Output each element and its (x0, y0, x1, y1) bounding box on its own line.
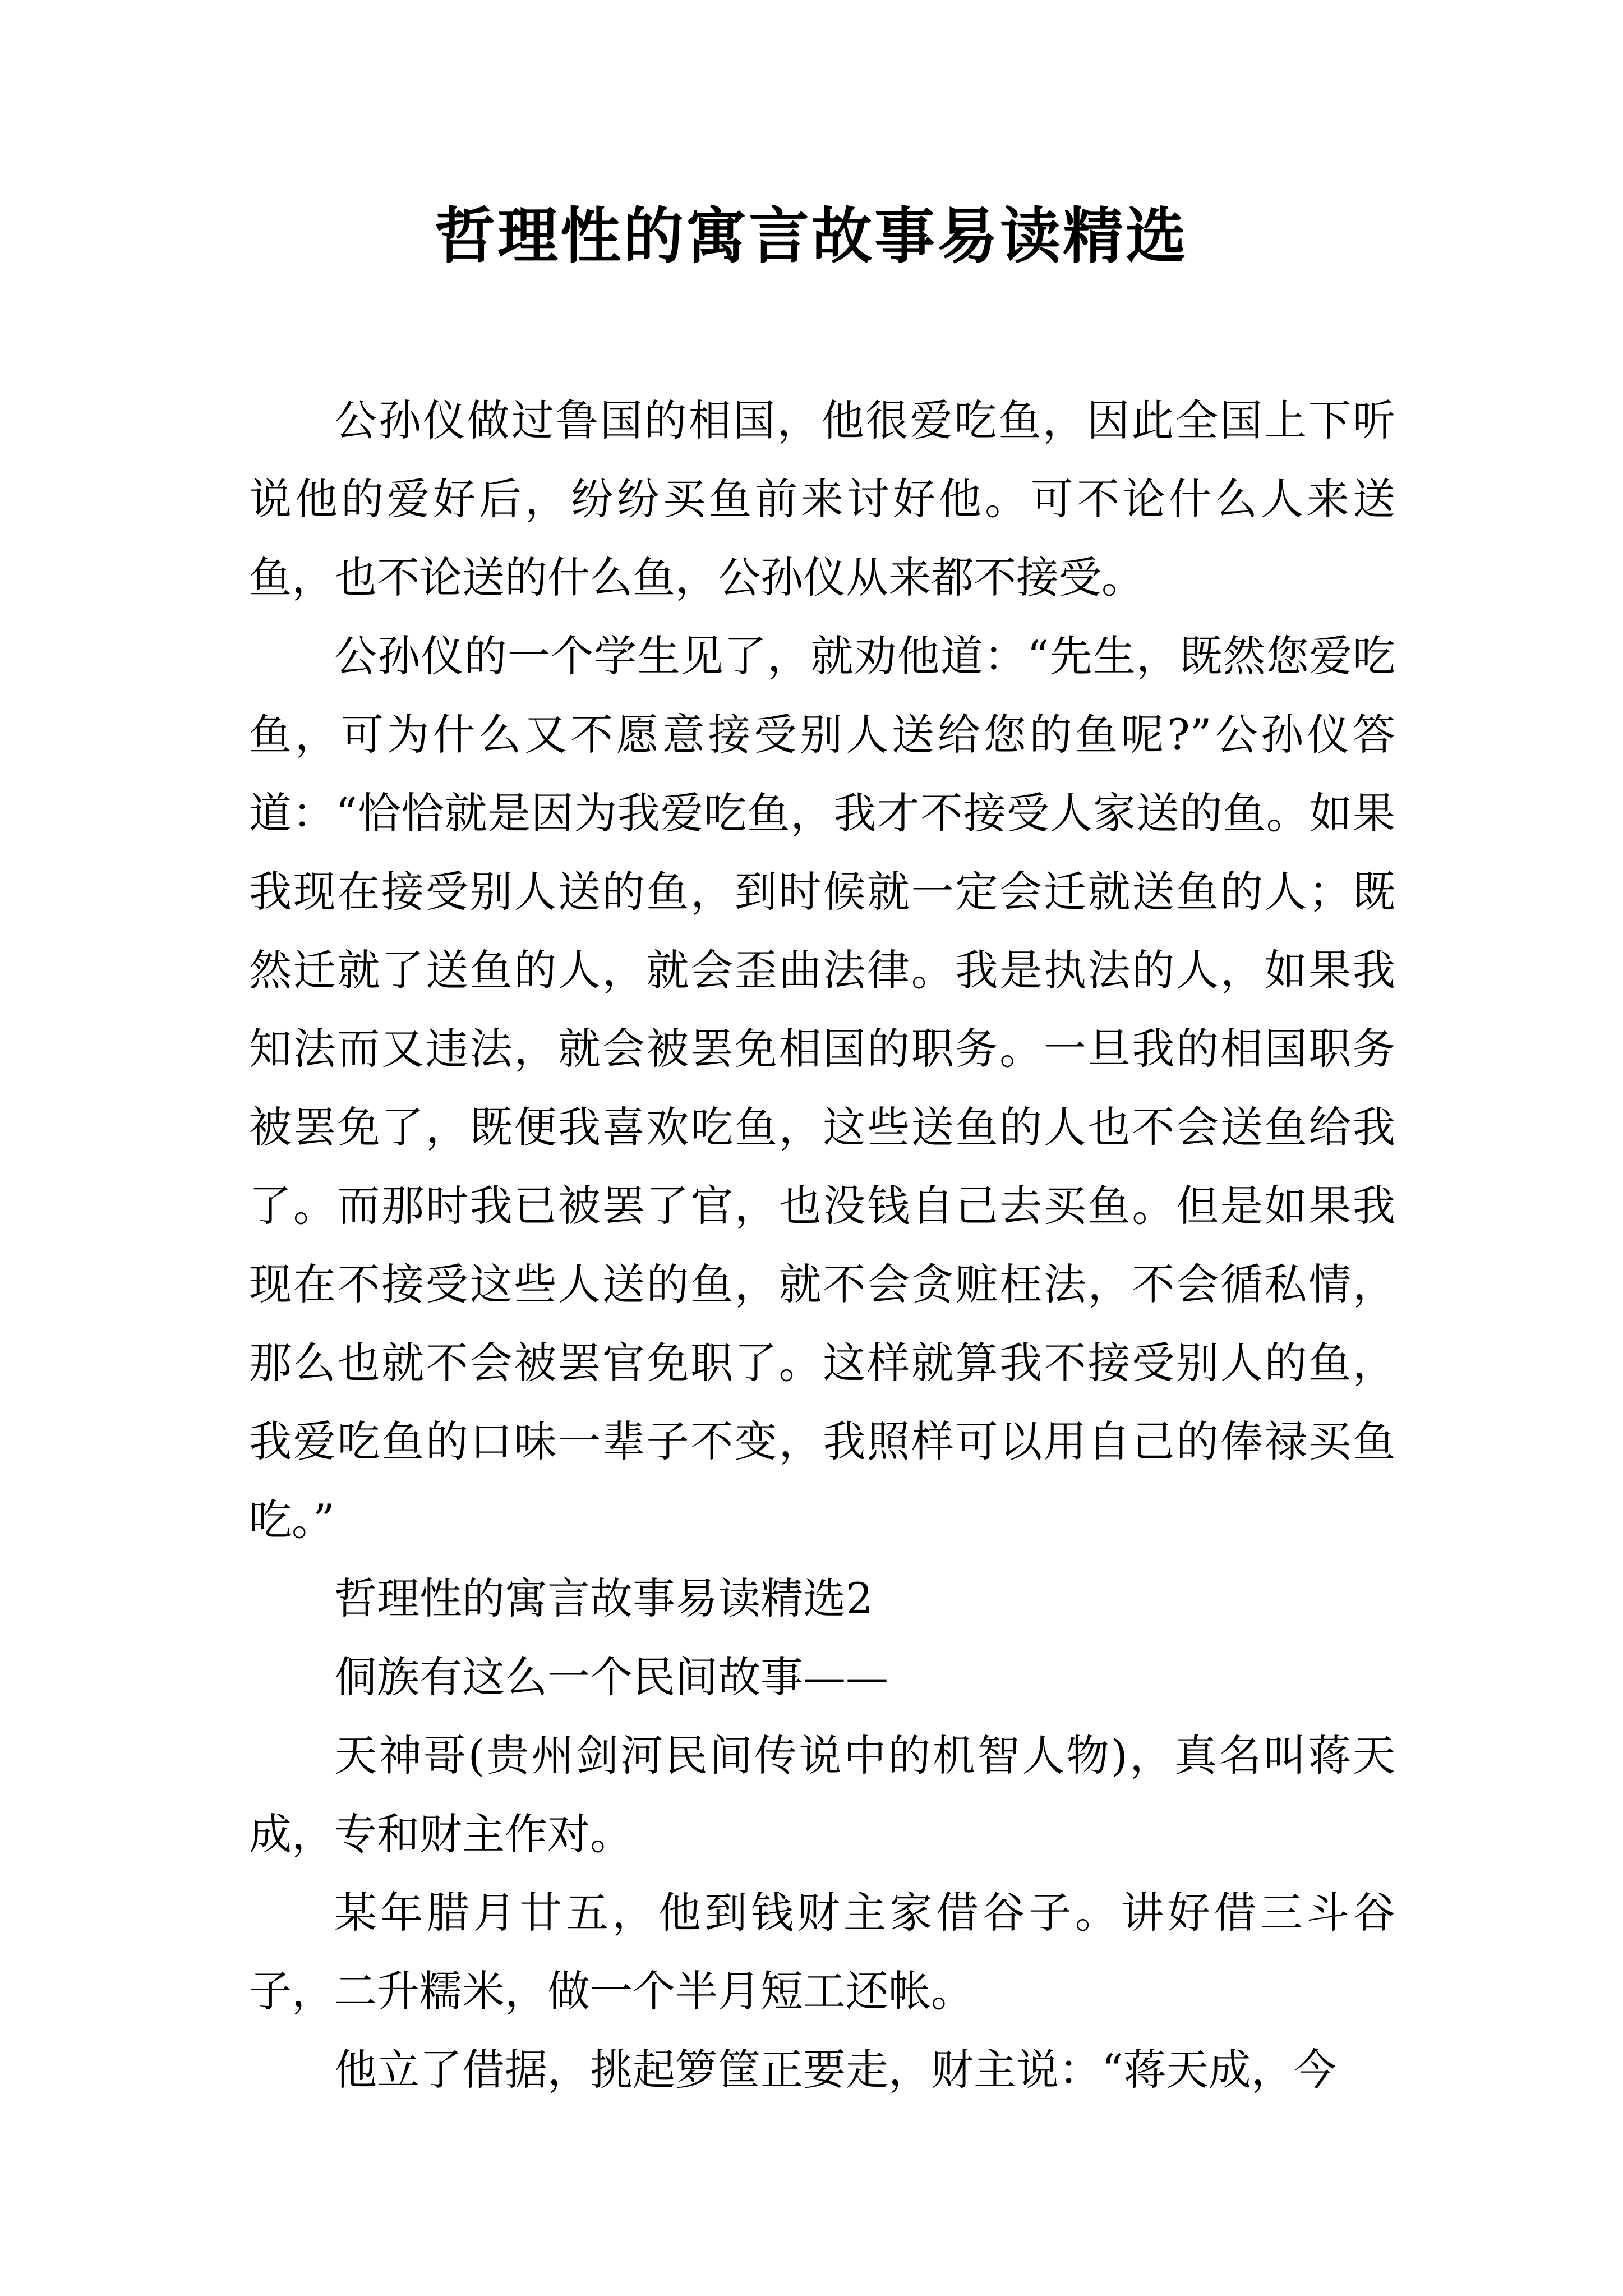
paragraph: 天神哥(贵州剑河民间传说中的机智人物)，真名叫蒋天成，专和财主作对。 (249, 1731, 1395, 1859)
document-body (249, 381, 1395, 2109)
section-heading: 哲理性的寓言故事易读精选2 (334, 1573, 873, 1623)
paragraph: 侗族有这么一个民间故事—— (334, 1652, 888, 1702)
paragraph: 公孙仪的一个学生见了，就劝他道：“先生，既然您爱吃鱼，可为什么又不愿意接受别人送给您的鱼呢?”公孙仪答道：“恰恰就是因为我爱吃鱼，我才不接受人家送的鱼。如果我现在接受别人送的鱼，到时候就一定会迁就送鱼的人；既然迁就了送鱼的人，就会歪曲法律。我是执法的人，如果我知法而又违法，就会被罢免相国的职务。一旦我的相国职务被罢免了，既便我喜欢吃鱼，这些送鱼的人也不会送鱼给我了。而那时我已被罢了官，也没钱自己去买鱼。但是如果我现在不接受这些人送的鱼，就不会贪赃枉法，不会循私情，那么也就不会被罢官免职了。这样就算我不接受别人的鱼，我爱吃鱼的口味一辈子不变，我照样可以用自己的俸禄买鱼吃。” (249, 631, 1395, 1545)
paragraph: 他立了借据，挑起箩筐正要走，财主说：“蒋天成，今 (334, 2045, 1336, 2095)
paragraph: 某年腊月廿五，他到钱财主家借谷子。讲好借三斗谷子，二升糯米，做一个半月短工还帐。 (249, 1888, 1395, 2016)
document-title: 哲理性的寓言故事易读精选 (434, 201, 1188, 272)
paragraph: 公孙仪做过鲁国的相国，他很爱吃鱼，因此全国上下听说他的爱好后，纷纷买鱼前来讨好他。可不论什么人来送鱼，也不论送的什么鱼，公孙仪从来都不接受。 (249, 395, 1395, 602)
